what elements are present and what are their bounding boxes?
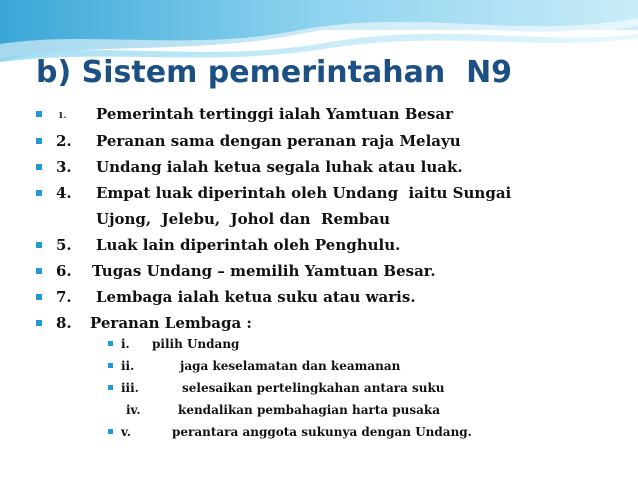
item-text: Peranan sama dengan peranan raja Melayu [96,132,461,150]
bullet-icon [36,190,42,196]
bullet-icon [36,268,42,274]
item-text: Lembaga ialah ketua suku atau waris. [96,288,416,306]
sub-item-number: ii. [121,359,135,373]
bullet-icon [108,429,113,434]
item-text: Empat luak diperintah oleh Undang iaitu Sungai [96,184,512,202]
item-text: Ujong, Jelebu, Johol dan Rembau [96,210,391,228]
list-item [0,258,436,284]
item-number: 6. [56,262,72,280]
bullet-icon [108,341,113,346]
sub-item-text: selesaikan pertelingkahan antara suku [182,381,445,395]
item-number: 7. [56,288,72,306]
sub-item-number: iii. [121,381,139,395]
list-item [0,101,453,127]
bullet-icon [108,385,113,390]
item-text: Peranan Lembaga : [90,314,252,332]
bullet-icon [36,242,42,248]
sub-item-number: v. [121,425,131,439]
sub-item-number: iv. [126,403,141,417]
sub-item-text: kendalikan pembahagian harta pusaka [178,403,441,417]
sub-item-text: perantara anggota sukunya dengan Undang. [172,425,472,439]
bullet-icon [108,363,113,368]
list-item-continuation [0,206,391,232]
bullet-icon [36,138,42,144]
item-number: 3. [56,158,72,176]
sub-list-item [0,377,445,399]
sub-list-item [0,333,240,355]
bullet-icon [36,164,42,170]
sub-list-item-continuation [0,399,441,421]
bullet-icon [36,320,42,326]
slide-title: b) Sistem pemerintahan N9 [36,55,513,90]
list-item [0,232,401,258]
item-text: Tugas Undang – memilih Yamtuan Besar. [92,262,436,280]
item-number: 4. [56,184,72,202]
item-number: 1. [58,110,67,120]
bullet-icon [36,111,42,117]
item-text: Undang ialah ketua segala luhak atau luak. [96,158,463,176]
list-item [0,154,463,180]
item-number: 8. [56,314,72,332]
item-text: Luak lain diperintah oleh Penghulu. [96,236,401,254]
list-item [0,128,461,154]
sub-item-text: jaga keselamatan dan keamanan [180,359,401,373]
item-number: 2. [56,132,72,150]
item-number: 5. [56,236,72,254]
sub-list-item [0,421,472,443]
sub-item-number: i. [121,337,130,351]
list-item [0,180,512,206]
sub-list-item [0,355,401,377]
list-item [0,284,416,310]
sub-item-text: pilih Undang [152,337,240,351]
bullet-icon [36,294,42,300]
item-text: Pemerintah tertinggi ialah Yamtuan Besar [96,105,453,123]
